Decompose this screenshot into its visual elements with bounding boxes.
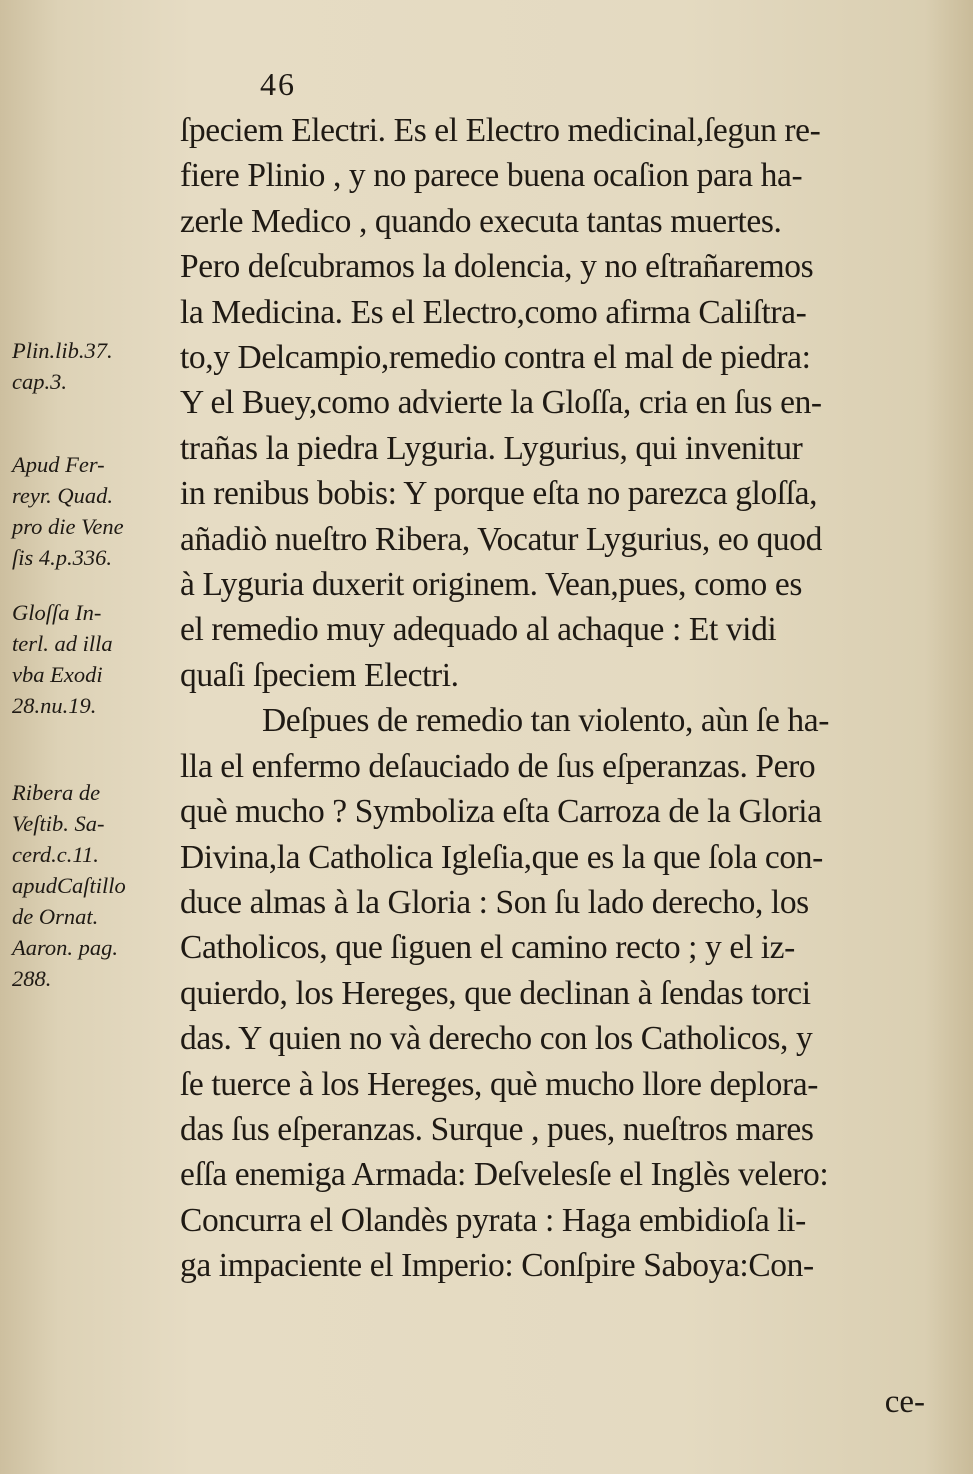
text-line: das. Y quien no và derecho con los Catholicos, y (180, 1020, 813, 1058)
text-line: el remedio muy adequado al achaque : Et vidi (180, 611, 777, 649)
margin-note-line: Ribera de (12, 780, 101, 805)
text-line: duce almas à la Gloria : Son ſu lado derecho, los (180, 883, 809, 921)
main-text-block (180, 108, 932, 1289)
text-line: eſſa enemiga Armada: Deſvelesſe el Inglès velero: (180, 1156, 829, 1194)
text-line: à Lyguria duxerit originem. Vean,pues, como es (180, 566, 802, 604)
margin-notes (12, 335, 172, 1014)
margin-note-line: Gloſſa In- (12, 600, 102, 625)
margin-note-line: 28.nu.19. (12, 693, 97, 718)
text-line: Divina,la Catholica Igleſia,que es la que ſola con- (180, 838, 823, 876)
text-line: ga impaciente el Imperio: Conſpire Saboya:Con- (180, 1247, 814, 1285)
text-line: Y el Buey,como advierte la Gloſſa, cria en ſus en- (180, 384, 822, 422)
text-line: Concurra el Olandès pyrata : Haga embidioſa li- (180, 1201, 806, 1239)
margin-note-line: Plin.lib.37. (12, 338, 113, 363)
text-line: lla el enfermo deſauciado de ſus eſperanzas. Pero (180, 747, 816, 785)
margin-note-line: Aaron. pag. (12, 935, 119, 960)
text-line: in renibus bobis: Y porque eſta no parezca gloſſa, (180, 475, 818, 513)
text-line: ſpeciem Electri. Es el Electro medicinal,ſegun re- (180, 112, 821, 149)
text-line: la Medicina. Es el Electro,como afirma Caliſtra- (180, 293, 807, 331)
margin-note-line: cerd.c.11. (12, 842, 99, 867)
text-line: to,y Delcampio,remedio contra el mal de piedra: (180, 339, 811, 377)
margin-note-line: Veſtib. Sa- (12, 811, 105, 836)
text-line: trañas la piedra Lyguria. Lygurius, qui invenitur (180, 429, 803, 467)
margin-note-glossa (12, 597, 172, 721)
margin-note-line: vba Exodi (12, 662, 103, 687)
text-line: quierdo, los Hereges, que declinan à ſendas torci (180, 974, 811, 1012)
margin-note-line: ſis 4.p.336. (12, 545, 113, 570)
margin-note-line: pro die Vene (12, 514, 124, 539)
text-line: Catholicos, que ſiguen el camino recto ; y el iz- (180, 929, 795, 967)
text-line: quaſi ſpeciem Electri. (180, 656, 459, 694)
margin-note-ferreyr (12, 449, 172, 573)
text-line: fiere Plinio , y no parece buena ocaſion para ha- (180, 157, 803, 195)
margin-note-line: terl. ad illa (12, 631, 113, 656)
margin-note-line: cap.3. (12, 369, 67, 394)
catchword: ce- (884, 1384, 925, 1420)
margin-note-line: de Ornat. (12, 904, 99, 929)
text-line-paragraph-start: Deſpues de remedio tan violento, aùn ſe ha- (262, 702, 829, 740)
text-line: zerle Medico , quando executa tantas muertes. (180, 202, 782, 240)
margin-note-line: apudCaſtillo (12, 873, 126, 898)
margin-note-line: 288. (12, 966, 52, 991)
margin-note-ribera (12, 777, 172, 994)
margin-note-line: Apud Fer- (12, 452, 105, 477)
text-line: das ſus eſperanzas. Surque , pues, nueſtros mares (180, 1110, 814, 1148)
text-line: què mucho ? Symboliza eſta Carroza de la Gloria (180, 793, 822, 831)
text-line: Pero deſcubramos la dolencia, y no eſtrañaremos (180, 248, 814, 286)
text-line: añadiò nueſtro Ribera, Vocatur Lygurius, eo quod (180, 520, 822, 558)
page-number: 46 (260, 66, 296, 102)
margin-note-line: reyr. Quad. (12, 483, 114, 508)
margin-note-pliny (12, 335, 172, 397)
text-line: ſe tuerce à los Hereges, què mucho llore deplora- (180, 1065, 819, 1103)
